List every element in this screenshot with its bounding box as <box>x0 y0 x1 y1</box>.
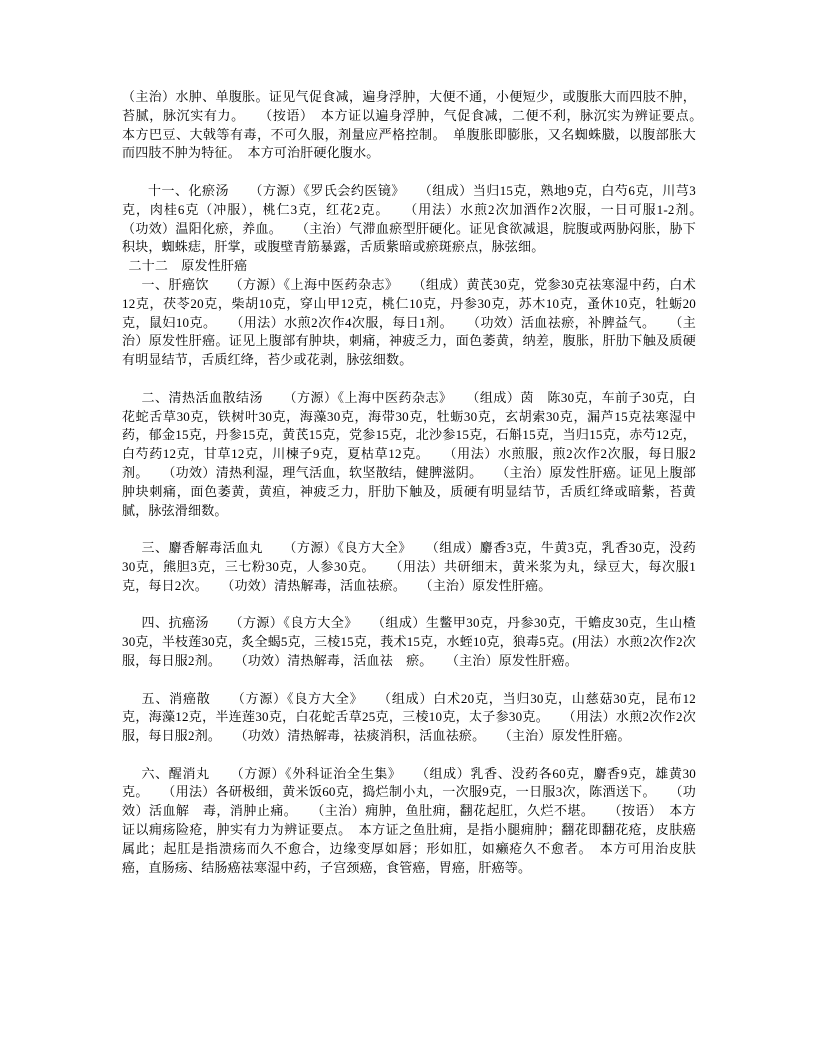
document-content <box>122 88 723 877</box>
section-heading-primary-liver-cancer: 二十二 原发性肝癌 <box>128 258 248 274</box>
paragraph-formula-6-xingxiao-wan: 六、醒消丸 （方源）《外科证治全生集》 （组成）乳香、没药各60克，麝香9克，雄黄30克。 （用法）各研极细，黄米饭60克，捣烂制小丸，一次服9克，一日服3次，陈酒送下。 （功效）活血解 毒，消肿止痛。 （主治）痈肿，鱼肚痈，翻花起肛，久烂不堪。 （按语） 本方证以痈疡险疮，肿实有力为辨证要点。 本方证之鱼肚痈，是指小腿痈肿；翻花即翻花疮，皮肤癌属此；起肛是指溃疡而久不愈合，边缘变厚如唇；形如肛，如癞疮久不愈者。 本方可用治皮肤癌，直肠疡、结肠癌祛寒湿中药，子宫颈癌，食管癌，胃癌，肝癌等。 <box>122 765 696 875</box>
paragraph-formula-4-kangai-tang: 四、抗癌汤 （方源）《良方大全》 （组成）生鳖甲30克，丹参30克，干蟾皮30克，生山楂30克，半枝莲30克，炙全蝎5克，三棱15克，莪术15克，水蛭10克，狼毒5克。(用法）水煎2次作2次服，每日服2剂。 （功效）清热解毒，活血祛 瘀。 （主治）原发性肝癌。 <box>122 615 696 668</box>
paragraph-formula-5-xiaoai-san: 五、消癌散 （方源）《良方大全》 （组成）白术20克，当归30克，山慈菇30克，昆布12克，海藻12克，半连莲30克，白花蛇舌草25克，三棱10克，太子参30克。 （用法）水煎2次作2次服，每日服2剂。 （功效）清热解毒，祛痰消积，活血祛瘀。 （主治）原发性肝癌。 <box>122 690 696 744</box>
paragraph-formula-3-shexiang-jiedu-huoxue-wan: 三、麝香解毒活血丸 （方源）《良方大全》 （组成）麝香3克，牛黄3克，乳香30克，没药30克，熊胆3克，三七粉30克，人参30克。 （用法）共研细末，黄米浆为丸，绿豆大，每次服1克，每日2次。 （功效）清热解毒，活血祛瘀。 （主治）原发性肝癌。 <box>122 540 696 593</box>
paragraph-formula-2-qingre-huoxue-sanjie-tang: 二、清热活血散结汤 （方源）《上海中医药杂志》 （组成）茵 陈30克，车前子30克，白花蛇舌草30克，铁树叶30克，海藻30克，海带30克，牡蛎30克，玄胡索30克，漏芦15克祛寒湿中药，郁金15克，丹参15克，黄芪15克，党参15克，北沙参15克，石斛15克，当归15克，赤芍12克，白芍药12克，甘草12克，川楝子9克，夏枯草12克。 （用法）水煎服，煎2次作2次服，每日服2剂。 （功效）清热利湿，理气活血，软坚散结，健脾滋阴。 （主治）原发性肝癌。证见上腹部肿块刺痛，面色萎黄，黄疸，神疲乏力，肝肋下触及，质硬有明显结节，舌质红绛或暗紫，苔黄腻，脉弦滑细数。 <box>122 389 696 518</box>
paragraph-formula-11-huayu-tang: 十一、化瘀汤 （方源）《罗氏会约医镜》 （组成）当归15克，熟地9克，白芍6克，川芎3克，肉桂6克（冲服），桃仁3克，红花2克。 （用法）水煎2次加酒作2次服，一日可服1-2剂。 （功效）温阳化瘀，养血。 （主治）气滞血瘀型肝硬化。证见食欲减退，脘腹或两胁闷胀，胁下积块，蜘蛛痣，肝掌，或腹壁青筋暴露，舌质紫暗或瘀斑瘀点，脉弦细。 <box>122 182 723 255</box>
paragraph-zhuzhi-continuation: （主治）水肿、单腹胀。证见气促食减，遍身浮肿，大便不通，小便短少，或腹胀大而四肢不肿，苔腻，脉沉实有力。 （按语） 本方证以遍身浮肿，气促食减，二便不利，脉沉实为辨证要点。 本方巴豆、大戟等有毒，不可久服，剂量应严格控制。 单腹胀即膨胀，又名蜘蛛臌，以腹部胀大而四肢不肿为特征。 本方可治肝硬化腹水。 <box>122 89 710 161</box>
paragraph-formula-1-ganai-yin: 一、肝癌饮 （方源）《上海中医药杂志》 （组成）黄芪30克，党参30克祛寒湿中药，白术12克，茯苓20克，柴胡10克，穿山甲12克，桃仁10克，丹参30克，苏木10克，蚤休10克，牡蛎20克，鼠妇10克。 （用法）水煎2次作4次服，每日1剂。 （功效）活血祛瘀，补脾益气。 （主治）原发性肝癌。证见上腹部有肿块，刺痛，神疲乏力，面色萎黄，纳差，腹胀，肝肋下触及质硬有明显结节，舌质红绛，苔少或花剥，脉弦细数。 <box>122 276 696 368</box>
